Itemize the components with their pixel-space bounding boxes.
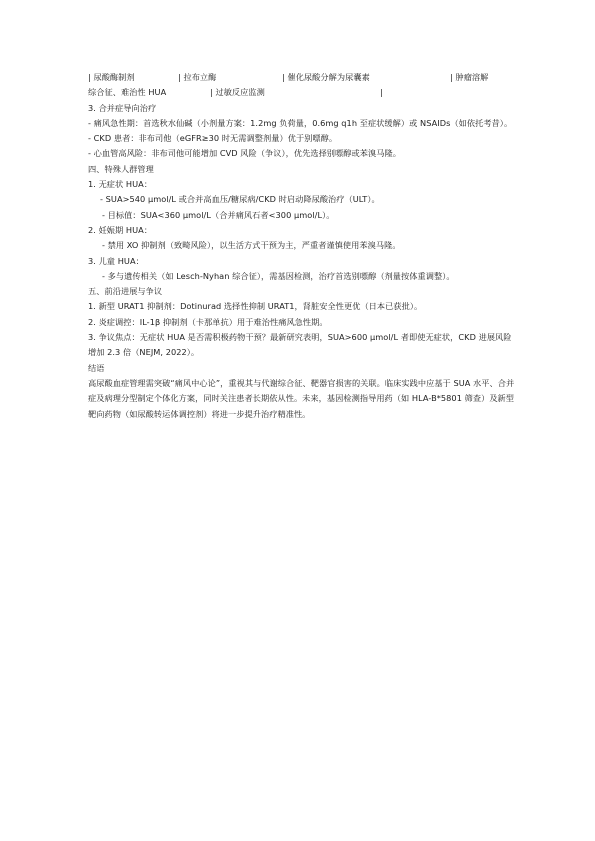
table-cell: | 催化尿酸分解为尿囊素 <box>282 72 370 82</box>
table-cell: 综合征、难治性 HUA <box>88 87 167 98</box>
section-heading: 五、前沿进展与争议 <box>88 286 163 297</box>
list-item-heading: 1. 无症状 HUA： <box>88 179 153 190</box>
table-cell: | 肿瘤溶解 <box>450 72 489 82</box>
table-cell: | 尿酸酶制剂 <box>88 72 135 82</box>
paragraph: 2. 炎症调控：IL-1β 抑制剂（卡那单抗）用于难治性痛风急性期。 <box>88 316 328 327</box>
paragraph: 1. 新型 URAT1 抑制剂：Dotinurad 选择性抑制 URAT1，肾脏安全性更优（日本已获批）。 <box>88 301 423 312</box>
list-item-heading: 2. 妊娠期 HUA： <box>88 224 153 235</box>
list-item: - 禁用 XO 抑制剂（致畸风险），以生活方式干预为主，严重者谨慎使用苯溴马隆。 <box>102 240 401 251</box>
conclusion-paragraph: 高尿酸血症管理需突破“痛风中心论”，重视其与代谢综合征、靶器官损害的关联。临床实践中应基于 SUA 水平、合并症及病理分型制定个体化方案，同时关注患者长期依从性。未来，基因检测指导用药（如 HLA-B*5801 筛查）及新型靶向药物（如尿酸转运体调控剂）将进一步提升治疗精准性。 <box>88 377 515 419</box>
paragraph: - 心血管高风险：非布司他可能增加 CVD 风险（争议），优先选择别嘌醇或苯溴马隆。 <box>88 148 401 159</box>
paragraph: 3. 争议焦点：无症状 HUA 是否需积极药物干预？最新研究表明，SUA>600 μmol/L 者即使无症状，CKD 进展风险增加 2.3 倍（NEJM, 2022）。 <box>88 332 512 358</box>
paragraph: - CKD 患者：非布司他（eGFR≥30 时无需调整剂量）优于别嘌醇。 <box>88 133 338 144</box>
table-row <box>88 70 518 85</box>
table-cell: | 拉布立酶 <box>178 72 217 82</box>
list-item: - 目标值：SUA<360 μmol/L（合并痛风石者<300 μmol/L）。 <box>102 209 335 220</box>
table-cell: | <box>380 87 383 98</box>
table-row <box>88 85 518 100</box>
list-item: - 多与遗传相关（如 Lesch-Nyhan 综合征），需基因检测，治疗首选别嘌醇（剂量按体重调整）。 <box>102 270 455 281</box>
conclusion-heading: 结语 <box>88 362 105 373</box>
document-body <box>88 70 518 422</box>
list-item: - SUA>540 μmol/L 或合并高血压/糖尿病/CKD 时启动降尿酸治疗（ULT）。 <box>100 194 380 205</box>
section-heading: 3. 合并症导向治疗 <box>88 102 157 113</box>
list-item-heading: 3. 儿童 HUA： <box>88 255 144 266</box>
paragraph: - 痛风急性期：首选秋水仙碱（小剂量方案：1.2mg 负荷量，0.6mg q1h 至症状缓解）或 NSAIDs（如依托考昔）。 <box>88 117 513 128</box>
section-heading: 四、特殊人群管理 <box>88 163 154 174</box>
table-cell: | 过敏反应监测 <box>210 87 265 98</box>
